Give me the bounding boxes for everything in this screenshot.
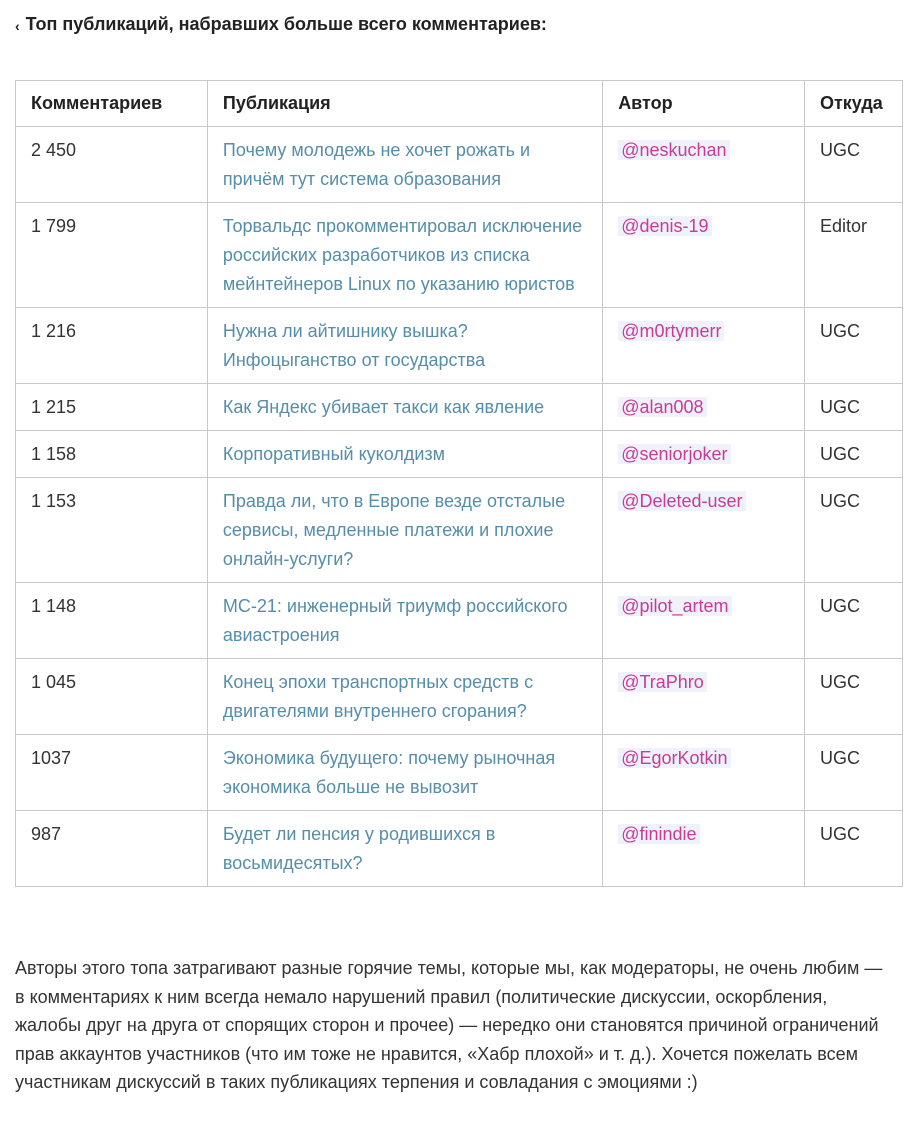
table-row <box>16 478 903 583</box>
comment-count: 1 045 <box>16 659 208 735</box>
arrow-left-icon: ‹ <box>15 17 20 34</box>
author-cell <box>603 478 805 583</box>
comment-count: 1037 <box>16 735 208 811</box>
publication-link[interactable]: Торвальдс прокомментировал исключение российских разработчиков из списка мейнтейнеров Linux по указанию юристов <box>222 216 583 294</box>
source-cell: UGC <box>804 127 902 203</box>
top-publications-table <box>15 80 903 887</box>
comment-count: 1 158 <box>16 431 208 478</box>
comment-count: 987 <box>16 811 208 887</box>
publication-cell <box>207 735 602 811</box>
source-cell: UGC <box>804 735 902 811</box>
author-link[interactable]: @denis-19 <box>618 216 711 236</box>
author-cell <box>603 127 805 203</box>
table-row <box>16 583 903 659</box>
author-cell <box>603 431 805 478</box>
author-link[interactable]: @pilot_artem <box>618 596 731 616</box>
closing-paragraph: Авторы этого топа затрагивают разные горячие темы, которые мы, как модераторы, не очень любим — в комментариях к ним всегда немало нарушений правил (политические дискуссии, оскорбления, жалобы друг на друга от спорящих сторон и прочее) — нередко они становятся причиной ограничений прав аккаунтов участников (что им тоже не нравится, «Хабр плохой» и т. д.). Хочется пожелать всем участникам дискуссий в таких публикациях терпения и совладания с эмоциями :) <box>15 958 883 1092</box>
publication-cell <box>207 478 602 583</box>
column-header-comments: Комментариев <box>16 81 208 127</box>
publication-link[interactable]: Экономика будущего: почему рыночная экономика больше не вывозит <box>222 748 556 797</box>
table-row <box>16 431 903 478</box>
column-header-publication: Публикация <box>207 81 602 127</box>
publication-link[interactable]: Корпоративный куколдизм <box>222 444 446 464</box>
table-row <box>16 811 903 887</box>
publication-link[interactable]: Как Яндекс убивает такси как явление <box>222 397 545 417</box>
author-link[interactable]: @finindie <box>618 824 699 844</box>
table-row <box>16 203 903 308</box>
publication-cell <box>207 811 602 887</box>
comment-count: 2 450 <box>16 127 208 203</box>
table-header-row <box>16 81 903 127</box>
comment-count: 1 799 <box>16 203 208 308</box>
author-link[interactable]: @Deleted-user <box>618 491 745 511</box>
table-row <box>16 659 903 735</box>
author-link[interactable]: @alan008 <box>618 397 706 417</box>
publication-cell <box>207 431 602 478</box>
publication-link[interactable]: Правда ли, что в Европе везде отсталые сервисы, медленные платежи и плохие онлайн-услуги? <box>222 491 566 569</box>
table-row <box>16 735 903 811</box>
publication-cell <box>207 203 602 308</box>
comment-count: 1 216 <box>16 308 208 384</box>
author-link[interactable]: @TraPhro <box>618 672 707 692</box>
author-cell <box>603 583 805 659</box>
source-cell: UGC <box>804 431 902 478</box>
publication-cell <box>207 384 602 431</box>
source-cell: Editor <box>804 203 902 308</box>
author-cell <box>603 308 805 384</box>
column-header-source: Откуда <box>804 81 902 127</box>
author-link[interactable]: @neskuchan <box>618 140 729 160</box>
publication-cell <box>207 659 602 735</box>
author-link[interactable]: @EgorKotkin <box>618 748 730 768</box>
source-cell: UGC <box>804 478 902 583</box>
publication-link[interactable]: Почему молодежь не хочет рожать и причём тут система образования <box>222 140 531 189</box>
comment-count: 1 148 <box>16 583 208 659</box>
author-cell <box>603 203 805 308</box>
source-cell: UGC <box>804 308 902 384</box>
publication-link[interactable]: Будет ли пенсия у родившихся в восьмидесятых? <box>222 824 496 873</box>
publication-cell <box>207 127 602 203</box>
publication-link[interactable]: Нужна ли айтишнику вышка? Инфоцыганство от государства <box>222 321 486 370</box>
section-heading-text: Топ публикаций, набравших больше всего комментариев: <box>25 14 547 34</box>
publication-link[interactable]: МС-21: инженерный триумф российского авиастроения <box>222 596 568 645</box>
source-cell: UGC <box>804 583 902 659</box>
author-cell <box>603 659 805 735</box>
table-row <box>16 308 903 384</box>
author-link[interactable]: @seniorjoker <box>618 444 730 464</box>
table-row <box>16 384 903 431</box>
source-cell: UGC <box>804 384 902 431</box>
author-link[interactable]: @m0rtymerr <box>618 321 724 341</box>
section-heading <box>15 14 547 35</box>
source-cell: UGC <box>804 811 902 887</box>
publication-cell <box>207 308 602 384</box>
publication-link[interactable]: Конец эпохи транспортных средств с двигателями внутреннего сгорания? <box>222 672 534 721</box>
author-cell <box>603 811 805 887</box>
column-header-author: Автор <box>603 81 805 127</box>
author-cell <box>603 384 805 431</box>
source-cell: UGC <box>804 659 902 735</box>
publication-cell <box>207 583 602 659</box>
table-row <box>16 127 903 203</box>
comment-count: 1 215 <box>16 384 208 431</box>
author-cell <box>603 735 805 811</box>
comment-count: 1 153 <box>16 478 208 583</box>
